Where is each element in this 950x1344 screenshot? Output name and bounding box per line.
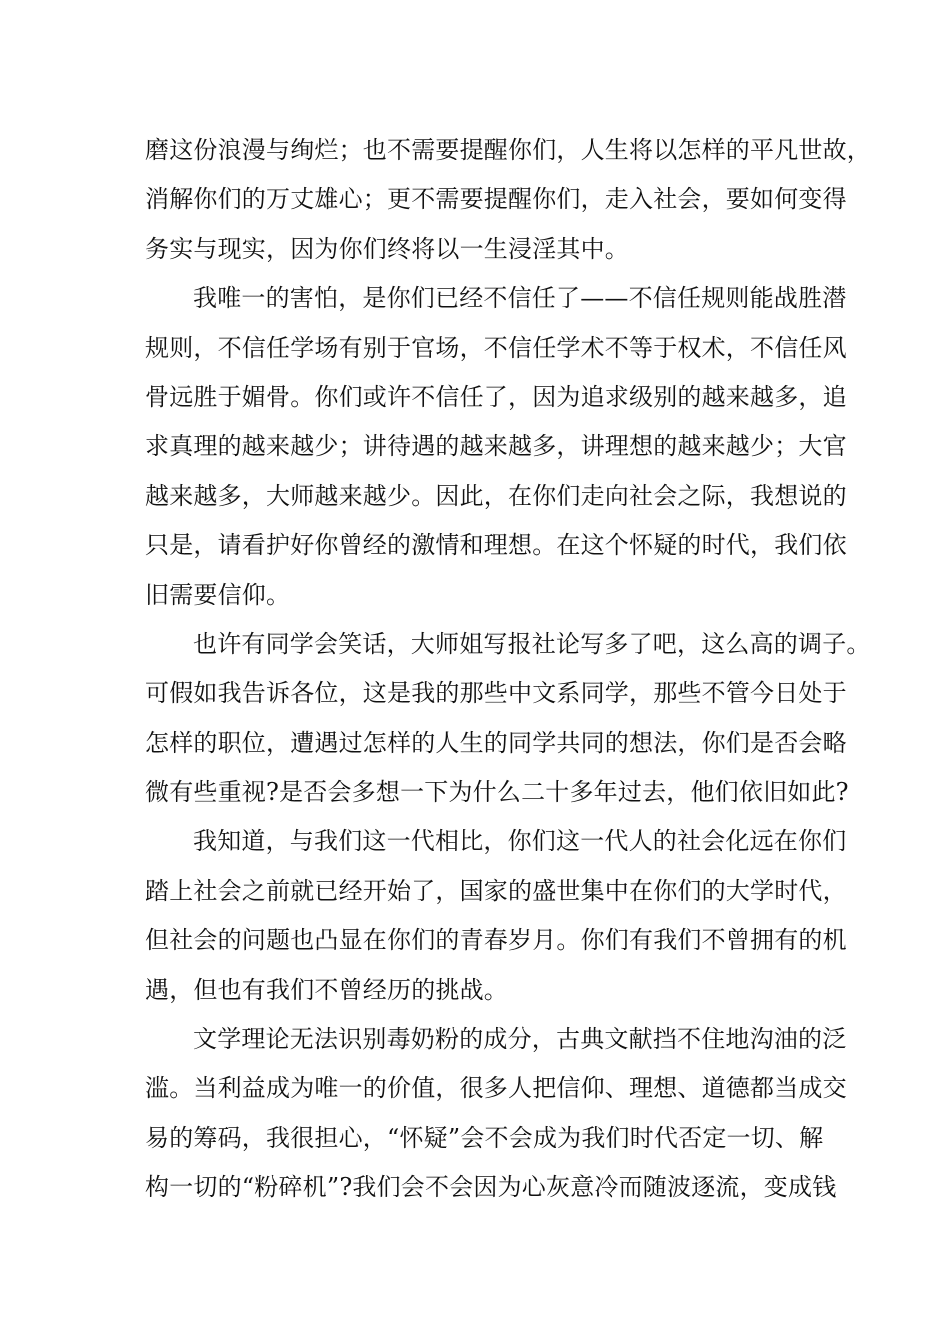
text-line: 怎样的职位，遭遇过怎样的人生的同学共同的想法，你们是否会略: [145, 728, 847, 757]
text-line: 规则，不信任学场有别于官场，不信任学术不等于权术，不信任风: [145, 333, 847, 362]
text-line: 消解你们的万丈雄心；更不需要提醒你们，走入社会，要如何变得: [145, 185, 847, 214]
text-line: 求真理的越来越少；讲待遇的越来越多，讲理想的越来越少；大官: [145, 432, 847, 461]
paragraph-first-line: 我唯一的害怕，是你们已经不信任了——不信任规则能战胜潜: [193, 284, 847, 313]
paragraph-first-line: 文学理论无法识别毒奶粉的成分，古典文献挡不住地沟油的泛: [193, 1025, 847, 1054]
text-line: 越来越多，大师越来越少。因此，在你们走向社会之际，我想说的: [145, 481, 847, 510]
text-line: 构一切的“粉碎机”?我们会不会因为心灰意冷而随波逐流，变成钱: [145, 1173, 837, 1202]
text-line: 骨远胜于媚骨。你们或许不信任了，因为追求级别的越来越多，追: [145, 382, 847, 411]
text-line: 但社会的问题也凸显在你们的青春岁月。你们有我们不曾拥有的机: [145, 926, 847, 955]
text-line: 务实与现实，因为你们终将以一生浸淫其中。: [145, 234, 629, 263]
text-line: 滥。当利益成为唯一的价值，很多人把信仰、理想、道德都当成交: [145, 1074, 847, 1103]
text-line: 微有些重视?是否会多想一下为什么二十多年过去，他们依旧如此?: [145, 778, 849, 807]
text-line: 易的筹码，我很担心，“怀疑”会不会成为我们时代否定一切、解: [145, 1123, 824, 1152]
paragraph-first-line: 也许有同学会笑话，大师姐写报社论写多了吧，这么高的调子。: [193, 629, 871, 658]
text-line: 只是，请看护好你曾经的激情和理想。在这个怀疑的时代，我们依: [145, 531, 847, 560]
text-line: 旧需要信仰。: [145, 580, 291, 609]
paragraph-first-line: 我知道，与我们这一代相比，你们这一代人的社会化远在你们: [193, 827, 847, 856]
text-line: 可假如我告诉各位，这是我的那些中文系同学，那些不管今日处于: [145, 679, 847, 708]
text-line: 踏上社会之前就已经开始了，国家的盛世集中在你们的大学时代，: [145, 876, 847, 905]
document-body: [145, 126, 871, 1213]
text-line: 磨这份浪漫与绚烂；也不需要提醒你们，人生将以怎样的平凡世故，: [145, 136, 871, 164]
text-line: 遇，但也有我们不曾经历的挑战。: [145, 975, 508, 1004]
